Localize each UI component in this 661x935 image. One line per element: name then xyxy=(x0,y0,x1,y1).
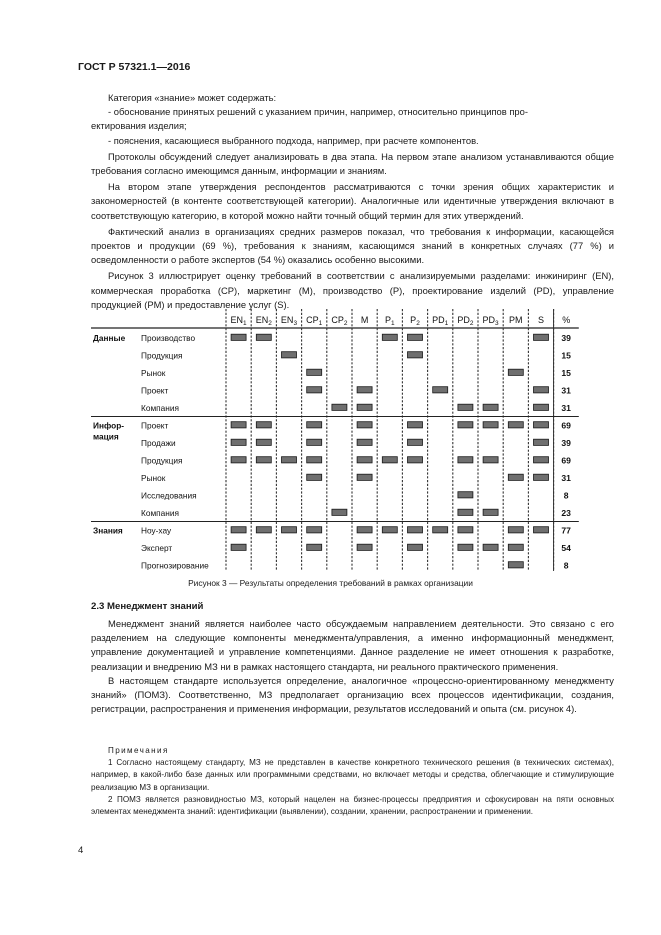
paragraph-protocols: Протоколы обсуждений следует анализировать в два этапа. На первом этапе анализом устанавливаются общие требования согласно имеющимся данным, информации и знаниям. xyxy=(91,150,614,177)
requirement-mark xyxy=(256,422,271,428)
paragraph-analysis: Фактический анализ в организациях средних размеров показал, что требования к информации, касающейся проектов и продукции (69 %), требования к знаниям, касающимся знаний в конкретных случаях (77 %) и осведомленности о работе экспертов (54 %) оказались особенно высокими. xyxy=(91,225,614,266)
row-label: Эксперт xyxy=(141,543,173,553)
row-percent: 54 xyxy=(561,543,571,553)
requirement-mark xyxy=(231,457,246,463)
section-title: 2.3 Менеджмент знаний xyxy=(91,601,204,612)
requirement-mark xyxy=(382,334,397,340)
requirement-mark xyxy=(231,422,246,428)
column-header-%: % xyxy=(562,315,571,325)
requirement-mark xyxy=(508,562,523,568)
requirement-mark xyxy=(307,544,322,550)
row-percent: 15 xyxy=(561,350,571,361)
document-header: ГОСТ Р 57321.1—2016 xyxy=(78,61,191,73)
requirement-mark xyxy=(408,457,423,463)
requirement-mark xyxy=(534,474,549,480)
requirement-mark xyxy=(382,527,397,533)
paragraph-km: Менеджмент знаний является наиболее часто обсуждаемым направлением деятельности. Это связано с его разделением на следующие компоненты менеджмента/управления, а именно информационный менеджмент, управление документацией и управление компетенциями. Данное разделение не имеет отношения к разработке, реализации и внедрению МЗ ни в рамках настоящего стандарта, ни реального практического применения. xyxy=(91,618,614,672)
row-label: Производство xyxy=(141,333,196,343)
column-header-en3: $EN_3$ xyxy=(280,315,298,327)
row-label: Исследования xyxy=(141,490,197,501)
row-label: Компания xyxy=(141,403,179,413)
requirement-mark xyxy=(307,527,322,533)
row-label: Ноу-хау xyxy=(141,525,172,536)
row-percent: 69 xyxy=(561,455,571,466)
column-header-m: M xyxy=(360,315,369,325)
requirement-mark xyxy=(357,544,372,550)
figure-3-requirements-table xyxy=(91,309,614,571)
column-header-cp1: $CP_1$ xyxy=(306,315,323,327)
requirement-mark xyxy=(433,527,448,533)
requirement-mark xyxy=(357,422,372,428)
requirement-mark xyxy=(433,387,448,393)
requirement-mark xyxy=(483,457,498,463)
column-header-p1: $P_1$ xyxy=(384,315,395,327)
row-percent: 39 xyxy=(561,333,571,343)
knowledge-list-item-1-cont: ектирования изделия; xyxy=(91,120,187,132)
requirement-mark xyxy=(458,422,473,428)
note-2: 2 ПОМЗ является разновидностью МЗ, который нацелен на бизнес-процессы предприятия и сфокусирован на пяти основных элементах менеджмента знаний: идентификации (выявлении), создании, хранении, распространении и применении. xyxy=(91,794,614,817)
row-label: Продукция xyxy=(141,455,183,466)
requirement-mark xyxy=(508,527,523,533)
requirement-mark xyxy=(408,439,423,445)
requirement-mark xyxy=(307,439,322,445)
requirement-mark xyxy=(483,404,498,410)
requirement-mark xyxy=(357,387,372,393)
requirement-mark xyxy=(332,404,347,410)
requirement-mark xyxy=(307,369,322,375)
requirement-mark xyxy=(408,422,423,428)
row-percent: 31 xyxy=(561,385,571,396)
requirement-mark xyxy=(458,492,473,498)
paragraph-second-stage: На втором этапе утверждения респондентов рассматриваются с точки зрения общих характеристик и закономерностей (в контенте соответствующей категории). Аналогичные или идентичные утверждения включают в соответствующую категорию, в которой можно найти точный общий термин для этих утверждений. xyxy=(91,181,614,221)
requirement-mark xyxy=(357,404,372,410)
row-percent: 8 xyxy=(563,490,569,501)
row-label: Прогнозирование xyxy=(141,560,209,571)
knowledge-list-item-2: - пояснения, касающиеся выбранного подхода, например, при расчете компонентов. xyxy=(108,134,479,146)
paragraph-pomz: В настоящем стандарте используется определение, аналогичное «процессно-ориентированному менеджменту знаний» (ПОМЗ). Соответственно, МЗ предполагает организацию всех процессов идентификации, создания, регистрации, распространения и применения информации, результатов исследований и опыта (см. рисунок 4). xyxy=(91,674,614,715)
row-percent: 8 xyxy=(563,560,569,571)
requirement-mark xyxy=(534,439,549,445)
requirement-mark xyxy=(508,369,523,375)
requirement-mark xyxy=(534,387,549,393)
requirement-mark xyxy=(408,334,423,340)
requirement-mark xyxy=(307,457,322,463)
requirement-mark xyxy=(534,527,549,533)
requirement-mark xyxy=(483,509,498,515)
knowledge-category-line: Категория «знание» может содержать: xyxy=(108,92,277,103)
column-header-p2: $P_2$ xyxy=(410,315,420,327)
row-percent: 31 xyxy=(561,473,571,483)
column-header-pd3: $PD_3$ xyxy=(482,315,499,327)
requirement-mark xyxy=(231,439,246,445)
requirement-mark xyxy=(357,527,372,533)
requirement-mark xyxy=(307,474,322,480)
row-label: Компания xyxy=(141,508,179,518)
requirement-mark xyxy=(357,457,372,463)
group-label: Данные xyxy=(93,333,126,343)
figure-caption: Рисунок 3 — Результаты определения требований в рамках организации xyxy=(188,578,473,588)
row-label: Проект xyxy=(141,385,169,396)
requirement-mark xyxy=(508,474,523,480)
requirement-mark xyxy=(458,509,473,515)
row-label: Продажи xyxy=(141,438,176,448)
page-number: 4 xyxy=(78,845,84,856)
requirement-mark xyxy=(408,544,423,550)
column-header-s: S xyxy=(537,315,545,325)
requirement-mark xyxy=(534,404,549,410)
requirement-mark xyxy=(231,334,246,340)
row-percent: 23 xyxy=(561,508,571,518)
column-header-cp2: $CP_2$ xyxy=(331,315,348,327)
requirement-mark xyxy=(256,334,271,340)
paragraph-figure3-ref: Рисунок 3 иллюстрирует оценку требований в соответствии с анализируемыми разделами: инжиниринг (EN), коммерческая проработка (CP), маркетинг (M), производство (P), проектирование изделий (PD), управление продукцией (PM) и предоставление услуг (S). xyxy=(91,270,614,310)
row-label: Рынок xyxy=(141,473,166,483)
requirement-mark xyxy=(508,422,523,428)
column-header-pm: PM xyxy=(509,315,523,325)
knowledge-list-item-1: - обоснование принятых решений с указанием причин, например, относительно принципов про- xyxy=(108,106,528,118)
requirement-mark xyxy=(483,422,498,428)
row-percent: 31 xyxy=(561,403,571,413)
requirement-mark xyxy=(458,404,473,410)
requirement-mark xyxy=(458,544,473,550)
row-percent: 77 xyxy=(561,525,571,536)
group-label-line1: Инфор- xyxy=(93,420,125,431)
requirement-mark xyxy=(307,422,322,428)
column-header-pd1: $PD_1$ xyxy=(432,315,449,327)
requirement-mark xyxy=(458,527,473,533)
requirement-mark xyxy=(508,544,523,550)
requirement-mark xyxy=(256,457,271,463)
requirement-mark xyxy=(408,527,423,533)
group-label: Знания xyxy=(93,525,123,536)
column-header-en2: $EN_2$ xyxy=(255,315,272,327)
row-label: Продукция xyxy=(141,350,183,361)
requirement-mark xyxy=(282,457,297,463)
requirement-mark xyxy=(256,527,271,533)
requirement-mark xyxy=(382,457,397,463)
requirement-mark xyxy=(408,352,423,358)
requirement-mark xyxy=(483,544,498,550)
requirement-mark xyxy=(534,334,549,340)
requirement-mark xyxy=(534,422,549,428)
section-text xyxy=(91,617,614,716)
requirement-mark xyxy=(307,387,322,393)
row-percent: 15 xyxy=(561,368,571,378)
requirement-mark xyxy=(282,352,297,358)
note-1: 1 Согласно настоящему стандарту, МЗ не представлен в качестве конкретного технического решения (в технических системах), например, в какой-либо базе данных или программными средствами, но включает методы и средства, облегчающие и стимулирующие реализацию МЗ в организации. xyxy=(91,758,614,792)
requirement-mark xyxy=(231,527,246,533)
column-header-en1: $EN_1$ xyxy=(230,315,247,327)
intro-text xyxy=(91,91,614,312)
column-header-pd2: $PD_2$ xyxy=(457,315,474,327)
requirement-mark xyxy=(256,439,271,445)
requirement-mark xyxy=(458,457,473,463)
row-percent: 39 xyxy=(561,438,571,448)
requirement-mark xyxy=(357,439,372,445)
row-label: Проект xyxy=(141,420,169,431)
row-percent: 69 xyxy=(561,420,571,431)
notes-title: Примечания xyxy=(108,746,169,755)
requirement-mark xyxy=(332,509,347,515)
row-label: Рынок xyxy=(141,368,166,378)
requirement-mark xyxy=(282,527,297,533)
notes xyxy=(91,745,614,818)
requirement-mark xyxy=(534,457,549,463)
group-label-line2: мация xyxy=(93,431,119,442)
requirement-mark xyxy=(357,474,372,480)
requirement-mark xyxy=(231,544,246,550)
